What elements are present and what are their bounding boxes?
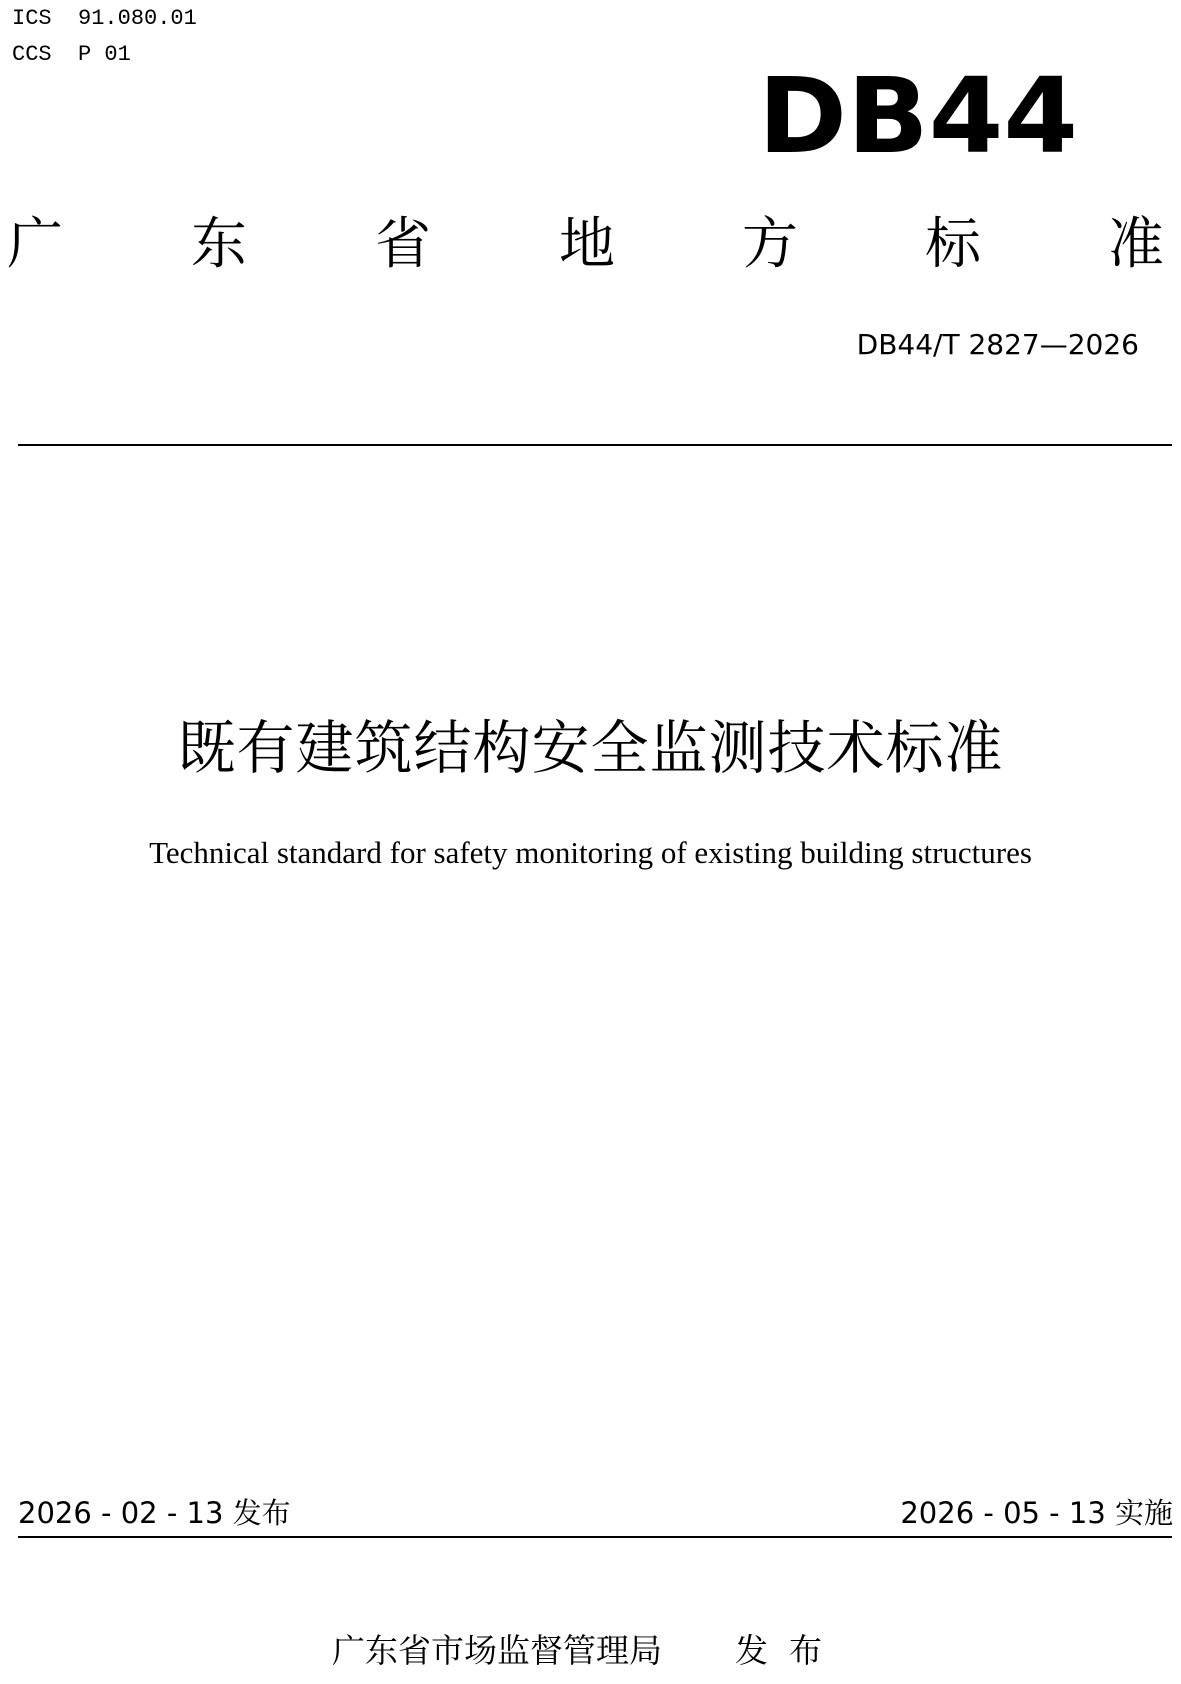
title-english: Technical standard for safety monitoring of existing building structures xyxy=(149,835,1032,870)
title-chinese: 既有建筑结构安全监测技术标准 xyxy=(177,714,1004,782)
issue-date: 2026 - 02 - 13 发布 xyxy=(18,1496,291,1530)
issuing-authority: 广东省市场监督管理局 xyxy=(332,1631,662,1670)
ics-code: ICS 91.080.01 xyxy=(12,6,197,31)
heading-char: 广 xyxy=(7,212,63,277)
heading-char: 方 xyxy=(742,212,798,277)
implementation-date: 2026 - 05 - 13 实施 xyxy=(900,1496,1173,1530)
heading-char: 准 xyxy=(1108,212,1164,277)
heading-char: 标 xyxy=(925,212,981,277)
heading-char: 省 xyxy=(375,212,431,277)
heading-char: 地 xyxy=(559,212,615,277)
top-divider xyxy=(18,444,1172,446)
heading-char: 东 xyxy=(191,212,247,277)
bottom-divider xyxy=(18,1536,1172,1538)
province-standard-heading xyxy=(0,212,1181,278)
db44-logo xyxy=(758,70,1078,158)
ccs-code: CCS P 01 xyxy=(12,42,131,67)
issue-label: 发 布 xyxy=(735,1631,822,1670)
db44-logo-text: DB44 xyxy=(758,70,1078,158)
standard-number: DB44/T 2827—2026 xyxy=(856,328,1139,361)
